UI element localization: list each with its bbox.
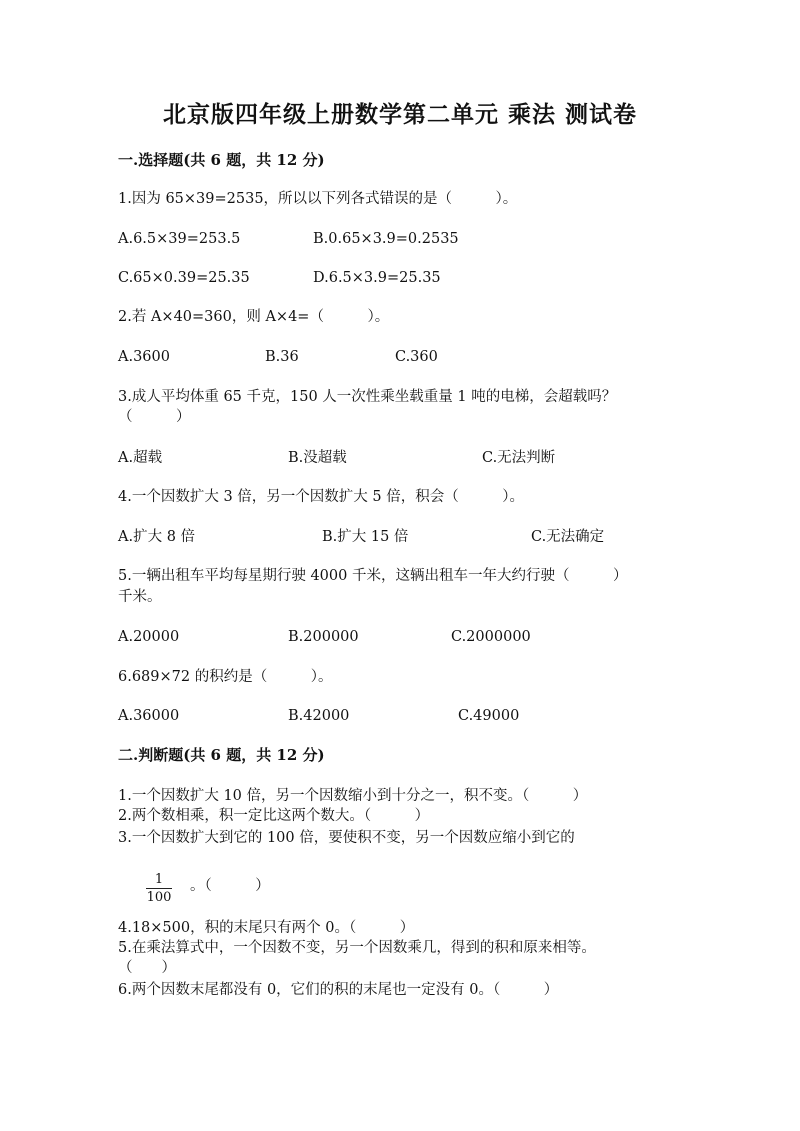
option-3c: C.无法判断 bbox=[482, 450, 556, 466]
option-5a: A.20000 bbox=[118, 629, 180, 645]
judgement-3: 3.一个因数扩大到它的 100 倍，要使积不变，另一个因数应缩小到它的 bbox=[118, 830, 575, 846]
option-2c: C.360 bbox=[395, 349, 438, 365]
question-3-answer-blank: （ ） bbox=[118, 409, 191, 425]
judgement-3-continued: 。（ ） bbox=[190, 878, 270, 894]
section-heading-judgement: 二.判断题(共 6 题，共 12 分) bbox=[118, 746, 325, 764]
option-2a: A.3600 bbox=[118, 349, 170, 365]
judgement-2: 2.两个数相乘，积一定比这两个数大。（ ） bbox=[118, 808, 430, 824]
question-5-continued: 千米。 bbox=[118, 589, 162, 605]
page-title: 北京版四年级上册数学第二单元 乘法 测试卷 bbox=[162, 101, 637, 128]
option-1b: B.0.65×3.9=0.2535 bbox=[313, 231, 459, 247]
option-6a: A.36000 bbox=[118, 708, 180, 724]
option-2b: B.36 bbox=[265, 349, 299, 365]
judgement-1: 1.一个因数扩大 10 倍，另一个因数缩小到十分之一，积不变。（ ） bbox=[118, 788, 588, 804]
judgement-5: 5.在乘法算式中，一个因数不变，另一个因数乘几，得到的积和原来相等。 bbox=[118, 940, 596, 956]
question-3: 3.成人平均体重 65 千克，150 人一次性乘坐载重量 1 吨的电梯，会超载吗？ bbox=[118, 389, 617, 405]
option-4c: C.无法确定 bbox=[531, 529, 605, 545]
option-4b: B.扩大 15 倍 bbox=[322, 529, 409, 545]
question-5: 5.一辆出租车平均每星期行驶 4000 千米，这辆出租车一年大约行驶（ ） bbox=[118, 568, 628, 584]
option-4a: A.扩大 8 倍 bbox=[118, 529, 196, 545]
option-1d: D.6.5×3.9=25.35 bbox=[313, 270, 441, 286]
option-1c: C.65×0.39=25.35 bbox=[118, 270, 250, 286]
fraction-one-hundredth bbox=[146, 872, 172, 905]
option-6c: C.49000 bbox=[458, 708, 520, 724]
question-4: 4.一个因数扩大 3 倍，另一个因数扩大 5 倍，积会（ ）。 bbox=[118, 489, 524, 505]
judgement-6: 6.两个因数末尾都没有 0，它们的积的末尾也一定没有 0。（ ） bbox=[118, 982, 559, 998]
option-5b: B.200000 bbox=[288, 629, 359, 645]
option-5c: C.2000000 bbox=[451, 629, 531, 645]
question-1: 1.因为 65×39=2535，所以以下列各式错误的是（ ）。 bbox=[118, 191, 518, 207]
question-6: 6.689×72 的积约是（ ）。 bbox=[118, 669, 333, 685]
judgement-4: 4.18×500，积的末尾只有两个 0。（ ） bbox=[118, 920, 415, 936]
option-1a: A.6.5×39=253.5 bbox=[118, 231, 241, 247]
option-3b: B.没超载 bbox=[288, 450, 347, 466]
option-3a: A.超载 bbox=[118, 450, 163, 466]
fraction-denominator: 100 bbox=[146, 890, 172, 905]
judgement-5-answer-blank: （ ） bbox=[118, 960, 176, 976]
fraction-numerator: 1 bbox=[146, 872, 172, 889]
section-heading-choice: 一.选择题(共 6 题，共 12 分) bbox=[118, 151, 325, 169]
option-6b: B.42000 bbox=[288, 708, 350, 724]
question-2: 2.若 A×40=360，则 A×4=（ ）。 bbox=[118, 309, 390, 325]
